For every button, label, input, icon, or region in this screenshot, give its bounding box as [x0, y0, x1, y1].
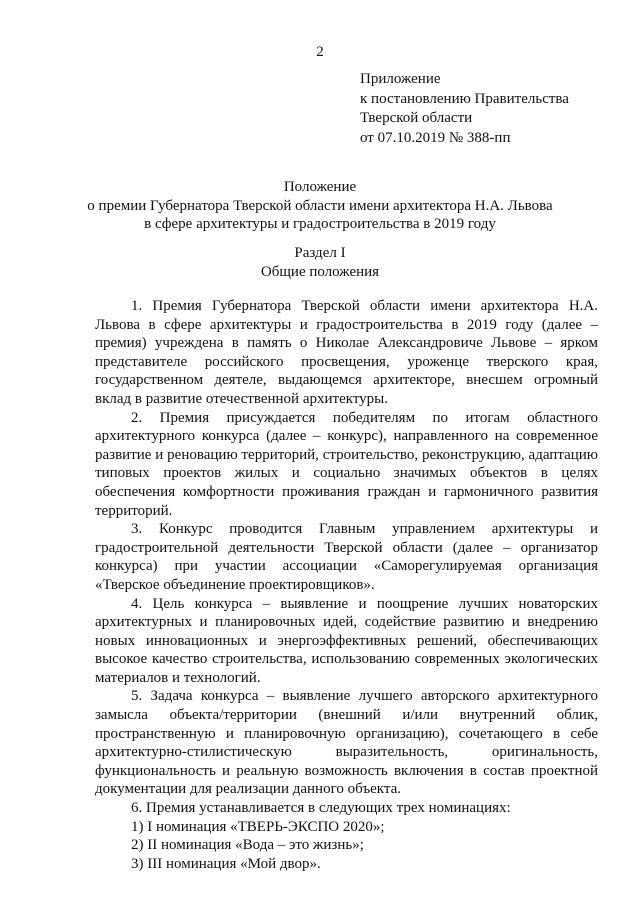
section-number: Раздел I	[294, 245, 346, 261]
title-line-2: о премии Губернатора Тверской области имени архитектора Н.А. Львова	[87, 197, 553, 214]
appendix-line-3: Тверской области	[360, 110, 473, 126]
document-body	[95, 297, 598, 873]
paragraph-1: 1. Премия Губернатора Тверской области имени архитектора Н.А. Львова в сфере архитектуры и градостроительства в 2019 году (далее – премия) учреждена в память о Николае Александровиче Львове – ярком представителе российского просвещения, уроженце тверского края, государственном деятеле, выдающемся архитекторе, внесшем огромный вклад в развитие отечественной архитектуры.	[95, 298, 598, 407]
appendix-line-1: Приложение	[360, 71, 441, 87]
appendix-line-2: к постановлению Правительства	[360, 90, 569, 107]
title-line-1: Положение	[283, 179, 357, 195]
paragraph-3: 3. Конкурс проводится Главным управлением архитектуры и градостроительной деятельности Тверской области (далее – организатор конкурса) при участии ассоциации «Саморегулируемая организация «Тверское объединение проектировщиков».	[95, 521, 598, 593]
page-number: 2	[316, 44, 324, 60]
section-name: Общие положения	[260, 263, 380, 280]
paragraph-5: 5. Задача конкурса – выявление лучшего авторского архитектурного замысла объекта/территории (внешний и/или внутренний облик, пространственную и планировочную организацию), сочетающего в себе архитектурно-стилистическую выразительность, оригинальность, функциональность и реальную возможность включения в состав проектной документации для реализации данного объекта.	[95, 688, 598, 798]
paragraph-4: 4. Цель конкурса – выявление и поощрение лучших новаторских архитектурных и планировочных идей, содействие развитию и внедрению новых инновационных и энергоэффективных решений, обеспечивающих высокое качество строительства, использованию современных экологических материалов и технологий.	[95, 595, 598, 686]
title-line-3: в сфере архитектуры и градостроительства в 2019 году	[144, 216, 496, 232]
nomination-2: 2) II номинация «Вода – это жизнь»;	[131, 837, 364, 854]
paragraph-6: 6. Премия устанавливается в следующих трех номинациях:	[131, 800, 511, 817]
appendix-line-4: от 07.10.2019 № 388-пп	[360, 129, 511, 146]
paragraph-2: 2. Премия присуждается победителям по итогам областного архитектурного конкурса (далее – конкурс), направленного на современное развитие и реновацию территорий, строительство, реконструкцию, адаптацию типовых проектов жилых и социально значимых объектов в целях обеспечения комфортности проживания граждан и гармоничного развития территорий.	[95, 409, 598, 519]
nomination-3: 3) III номинация «Мой двор».	[131, 855, 321, 872]
appendix-block	[360, 70, 569, 148]
section-heading	[40, 244, 600, 281]
document-title	[40, 178, 600, 234]
nomination-1: 1) I номинация «ТВЕРЬ-ЭКСПО 2020»;	[131, 818, 385, 835]
